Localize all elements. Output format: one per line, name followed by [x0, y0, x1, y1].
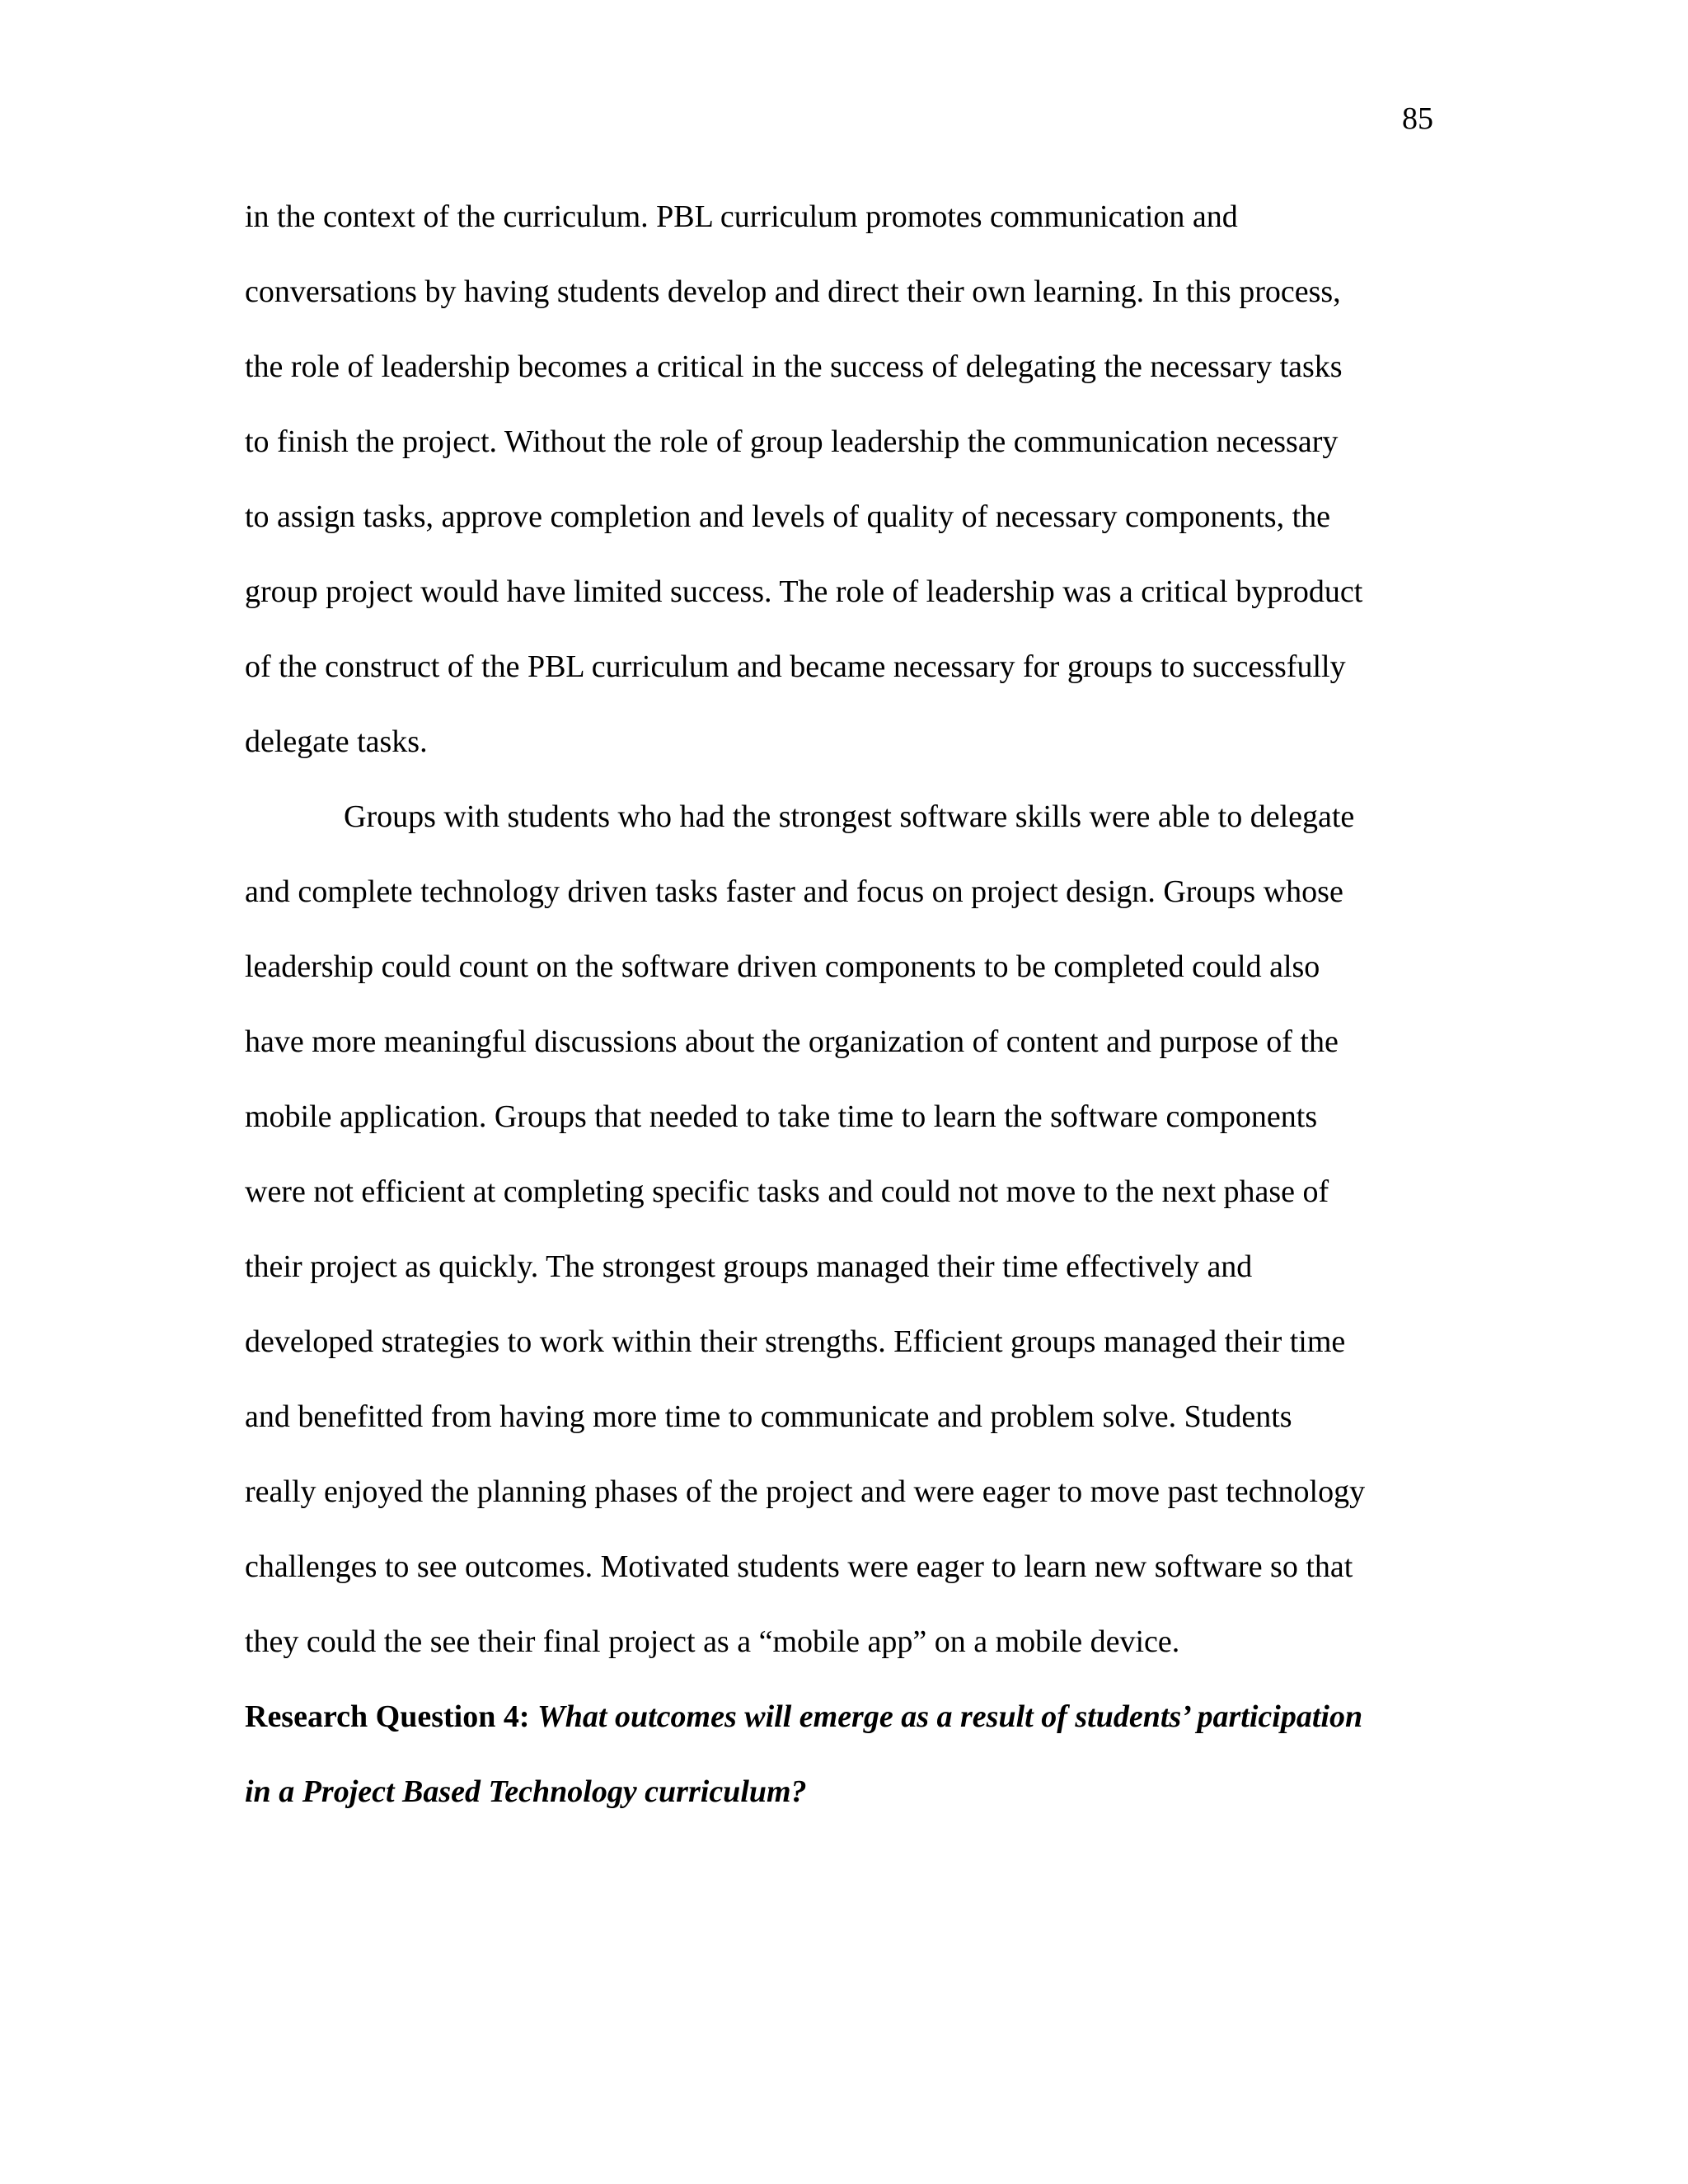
heading-line-2: in a Project Based Technology curriculum?: [245, 1774, 807, 1809]
paragraph-line: in the context of the curriculum. PBL curriculum promotes communication and: [245, 199, 1238, 234]
paragraph-line: leadership could count on the software driven components to be completed could also: [245, 949, 1320, 984]
paragraph-line: challenges to see outcomes. Motivated students were eager to learn new software so that: [245, 1549, 1353, 1584]
heading-question: What outcomes will emerge as a result of students’ participation: [537, 1699, 1363, 1734]
paragraph-line: delegate tasks.: [245, 724, 428, 759]
paragraph-line: they could the see their final project as a “mobile app” on a mobile device.: [245, 1624, 1180, 1659]
paragraph-line: the role of leadership becomes a critical in the success of delegating the necessary tasks: [245, 349, 1343, 384]
paragraph-line: of the construct of the PBL curriculum and became necessary for groups to successfully: [245, 649, 1346, 684]
paragraph-line: developed strategies to work within their strengths. Efficient groups managed their time: [245, 1324, 1346, 1359]
paragraph-line: conversations by having students develop and direct their own learning. In this process,: [245, 274, 1341, 309]
paragraph-line: their project as quickly. The strongest groups managed their time effectively and: [245, 1249, 1253, 1284]
paragraph-line: have more meaningful discussions about the organization of content and purpose of the: [245, 1024, 1339, 1059]
paragraph-line: and benefitted from having more time to communicate and problem solve. Students: [245, 1399, 1292, 1434]
heading-line-1: [245, 1697, 1362, 1736]
paragraph-line: Groups with students who had the strongest software skills were able to delegate: [344, 799, 1355, 834]
paragraph-line: mobile application. Groups that needed to take time to learn the software components: [245, 1099, 1318, 1134]
paragraph-line: really enjoyed the planning phases of the project and were eager to move past technology: [245, 1474, 1366, 1509]
paragraph-line: were not efficient at completing specific tasks and could not move to the next phase of: [245, 1174, 1329, 1209]
paragraph-line: and complete technology driven tasks faster and focus on project design. Groups whose: [245, 874, 1343, 909]
heading-label: Research Question 4:: [245, 1699, 530, 1734]
paragraph-line: group project would have limited success. The role of leadership was a critical byproduct: [245, 574, 1363, 609]
paragraph-line: to finish the project. Without the role of group leadership the communication necessary: [245, 424, 1339, 459]
paragraph-line: to assign tasks, approve completion and levels of quality of necessary components, the: [245, 499, 1331, 534]
page-number: 85: [1402, 101, 1433, 136]
